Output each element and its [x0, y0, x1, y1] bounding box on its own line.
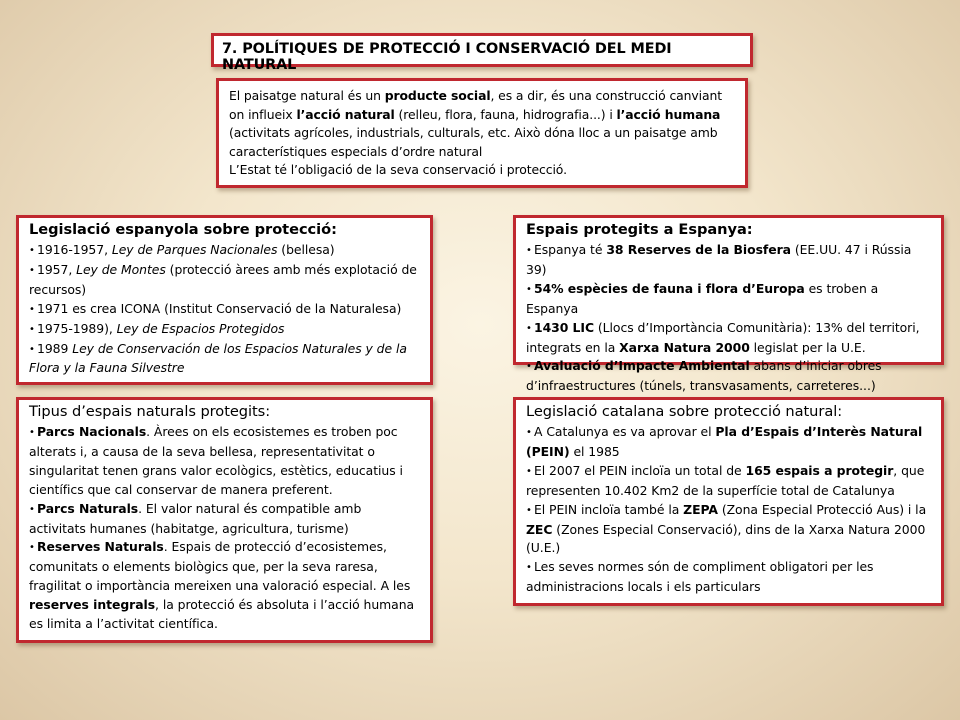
text-segment: 1957,: [37, 261, 77, 277]
text-segment: legislat per la U.E.: [749, 339, 866, 355]
bullet-icon: •: [526, 465, 532, 477]
bullet-icon: •: [29, 343, 35, 355]
bullet-icon: •: [29, 264, 35, 276]
list-item: [526, 558, 931, 597]
list-item: [29, 241, 420, 261]
intro-box: [216, 78, 748, 188]
list-item: [29, 261, 420, 300]
text-segment: es troben a Espanya: [526, 280, 879, 316]
text-segment: . Espais de protecció d’ecosistemes, comunitats o elements biològics que, per la seva raresa, fragilitat o importància mereixen una valoració especial. A les: [29, 539, 411, 594]
page-title: 7. POLÍTIQUES DE PROTECCIÓ I CONSERVACIÓ DEL MEDI NATURAL: [222, 41, 672, 73]
spanish-legislation-panel: [16, 215, 433, 385]
text-segment: abans d’iniciar obres d’infraestructures (túnels, transvasaments, carreteres...): [526, 358, 882, 394]
bold-text: 38 Reserves de la Biosfera: [606, 242, 791, 257]
bullet-icon: •: [526, 361, 532, 373]
text-segment: el 1985: [569, 443, 620, 459]
bold-text: Avaluació d’Impacte Ambiental: [534, 358, 750, 374]
bullet-list: [29, 241, 420, 378]
list-item: [526, 241, 931, 280]
panel-heading: Legislació catalana sobre protecció natural:: [526, 403, 843, 420]
bullet-icon: •: [526, 283, 532, 295]
bold-text: Parcs Nacionals: [37, 424, 147, 439]
list-item: [29, 340, 420, 379]
bullet-icon: •: [526, 562, 532, 574]
bold-text: Pla d’Espais d’Interès Natural (PEIN): [526, 424, 923, 459]
bold-text: l’acció natural: [296, 106, 395, 122]
bold-text: l’acció humana: [616, 106, 721, 122]
text-segment: (protecció àrees amb més explotació de recursos): [29, 261, 417, 297]
list-item: [29, 300, 420, 320]
bullet-icon: •: [29, 303, 35, 315]
panel-heading: Espais protegits a Espanya:: [526, 221, 753, 238]
protected-space-types-panel: [16, 397, 433, 643]
bullet-icon: •: [526, 427, 532, 438]
intro-paragraph: [229, 87, 735, 161]
intro-conclusion: [229, 161, 735, 180]
list-item: [29, 538, 420, 634]
bold-text: 54% espècies de fauna i flora d’Europa: [534, 280, 805, 296]
text-segment: (Zona Especial Protecció Aus) i la: [717, 501, 927, 517]
text-segment: (Llocs d’Importància Comunitària): 13% del territori, integrats en la: [526, 319, 920, 355]
text-segment: El 2007 el PEIN incloïa un total de: [534, 462, 746, 478]
bullet-icon: •: [29, 542, 35, 554]
text-segment: . El valor natural és compatible amb activitats humanes (habitatge, agricultura, turisme): [29, 500, 362, 536]
italic-text: Ley de Montes: [76, 261, 166, 277]
text-segment: 1971 es crea ICONA (Institut Conservació de la Naturalesa): [37, 300, 402, 316]
list-item: [526, 423, 931, 462]
bold-text: 165 espais a protegir: [745, 462, 894, 478]
list-item: [526, 319, 931, 358]
bullet-icon: •: [29, 503, 35, 515]
protected-spaces-spain-panel: [513, 215, 944, 394]
list-item: [526, 462, 931, 501]
text-segment: (bellesa): [277, 242, 335, 257]
bold-text: producte social: [384, 88, 491, 103]
bold-text: ZEPA: [683, 501, 718, 517]
bold-text: ZEC: [526, 521, 553, 537]
list-item: [526, 501, 931, 559]
text-segment: . Àrees on els ecosistemes es troben poc alterats i, a causa de la seva bellesa, representativitat o singularitat tenen grans valor ecològics, estètics, educatius i científics que cal conservar de manera preferent.: [29, 424, 403, 497]
text-segment: (EE.UU. 47 i Rússia 39): [526, 242, 912, 277]
italic-text: Ley de Espacios Protegidos: [116, 320, 285, 336]
text-segment: 1989: [37, 340, 73, 356]
text-segment: , es a dir, és una construcció canviant on influeix: [229, 88, 722, 122]
bullet-icon: •: [29, 245, 35, 256]
bullet-icon: •: [526, 504, 532, 516]
title-box: [211, 33, 753, 73]
list-item: [29, 500, 420, 539]
bullet-list: [29, 423, 420, 634]
text-segment: (relleu, flora, fauna, hidrografia...) i: [394, 106, 617, 122]
text-segment: El paisatge natural és un: [229, 88, 385, 103]
bullet-icon: •: [526, 322, 532, 334]
text-segment: El PEIN incloïa també la: [534, 501, 684, 517]
text-segment: 1916-1957,: [37, 242, 112, 257]
bold-text: Xarxa Natura 2000: [619, 339, 750, 355]
text-segment: Les seves normes són de compliment obligatori per les administracions locals i els particulars: [526, 559, 874, 595]
panel-heading: Tipus d’espais naturals protegits:: [29, 403, 271, 420]
bold-text: 1430 LIC: [534, 319, 594, 335]
bullet-list: [526, 241, 931, 396]
bold-text: reserves integrals: [29, 597, 156, 613]
bullet-list: [526, 423, 931, 597]
catalan-legislation-panel: [513, 397, 944, 606]
list-item: [29, 320, 420, 340]
text-segment: A Catalunya es va aprovar el: [534, 424, 716, 439]
text-segment: (activitats agrícoles, industrials, culturals, etc. Això dóna lloc a un paisatge amb característiques especials d’ordre natural: [229, 125, 718, 159]
bullet-icon: •: [29, 427, 35, 438]
text-segment: (Zones Especial Conservació), dins de la Xarxa Natura 2000 (U.E.): [526, 521, 926, 556]
text-segment: L’Estat té l’obligació de la seva conservació i protecció.: [229, 162, 567, 178]
text-segment: 1975-1989),: [37, 320, 117, 336]
panel-heading: Legislació espanyola sobre protecció:: [29, 221, 337, 238]
text-segment: , que representen 10.402 Km2 de la superfície total de Catalunya: [526, 462, 925, 498]
italic-text: Ley de Conservación de los Espacios Naturales y de la Flora y la Fauna Silvestre: [29, 340, 407, 376]
italic-text: Ley de Parques Nacionales: [111, 242, 278, 257]
bullet-icon: •: [29, 323, 35, 335]
bold-text: Reserves Naturals: [37, 539, 164, 555]
list-item: [29, 423, 420, 500]
bold-text: Parcs Naturals: [37, 500, 139, 516]
list-item: [526, 280, 931, 319]
list-item: [526, 357, 931, 396]
bullet-icon: •: [526, 245, 532, 256]
text-segment: Espanya té: [534, 242, 607, 257]
text-segment: , la protecció és absoluta i l’acció humana es limita a l’activitat científica.: [29, 597, 415, 632]
